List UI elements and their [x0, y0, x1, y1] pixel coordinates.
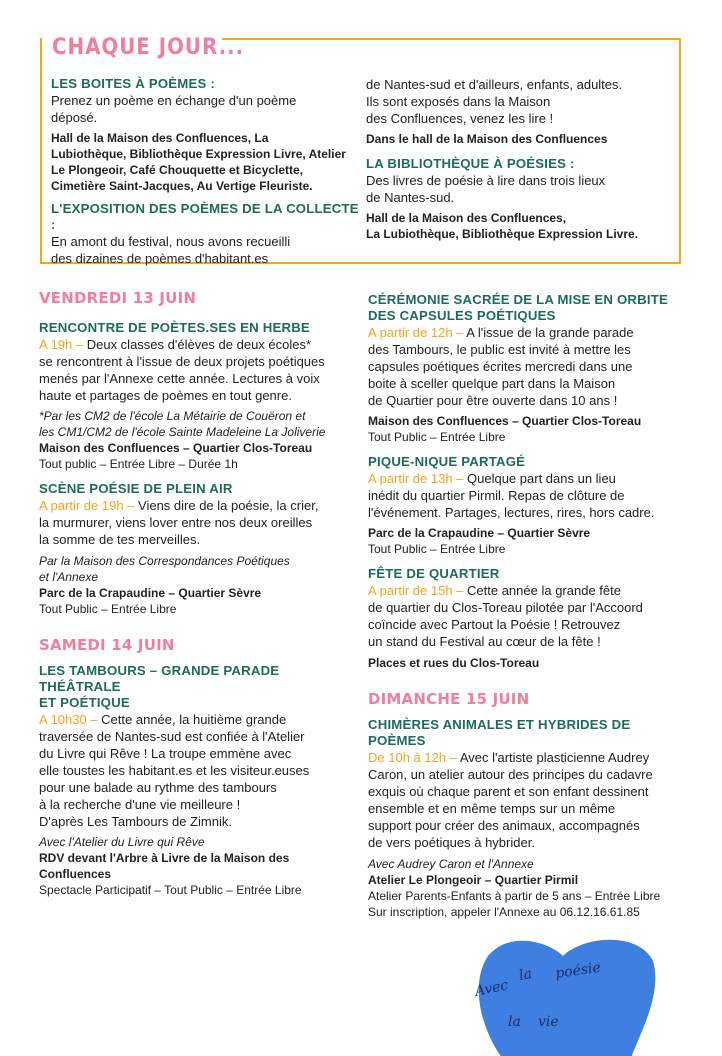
piquenique-time: A partir de 13h – [368, 471, 468, 486]
ceremonie-time: A partir de 12h – [368, 325, 467, 340]
tambours-place-1: RDV devant l'Arbre à Livre de la Maison des [39, 851, 290, 865]
biblio-place-1: Hall de la Maison des Confluences, [366, 211, 567, 225]
scene-note-2: et l'Annexe [39, 570, 98, 584]
box-left-column [51, 76, 361, 267]
rencontre-info: Tout public – Entrée Libre – Durée 1h [39, 457, 238, 471]
right-column [368, 292, 688, 920]
expo-cont-3: des Confluences, venez les lire ! [366, 111, 554, 126]
rencontre-note-1: *Par les CM2 de l'école La Métairie de Couëron et [39, 409, 306, 423]
tambours-time: A 10h30 – [39, 712, 102, 727]
day-sunday: DIMANCHE 15 JUIN [368, 690, 530, 708]
boites-place-2: Lubiothèque, Bibliothèque Expression Livre, Atelier [51, 147, 346, 161]
rencontre-place: Maison des Confluences – Quartier Clos-Toreau [39, 441, 313, 455]
boites-text-2: déposé. [51, 110, 98, 125]
day-saturday: SAMEDI 14 JUIN [39, 636, 175, 654]
fete-time: A partir de 15h – [368, 583, 468, 598]
expo-place: Dans le hall de la Maison des Confluences [366, 132, 608, 146]
scene-line-2: la murmurer, viens lover entre nos deux oreilles [39, 515, 313, 530]
chimeres-line-6: de vers poétiques à hybrider. [368, 835, 535, 850]
box-title: CHAQUE JOUR... [52, 35, 245, 60]
rencontre-line-3: menés par l'Annexe cette année. Lectures à voix [39, 371, 320, 386]
boites-heading: LES BOITES À POÈMES : [51, 76, 215, 91]
left-column [39, 290, 359, 898]
boites-place-1: Hall de la Maison des Confluences, La [51, 131, 269, 145]
scene-heading: SCÈNE POÉSIE DE PLEIN AIR [39, 481, 233, 496]
ceremonie-line-3: capsules poétiques écrites mercredi dans une [368, 359, 633, 374]
blob-word-3: poésie [554, 959, 602, 982]
tambours-line-4: elle toustes les habitant.es et les visiteur.euses [39, 763, 310, 778]
chimeres-info-1: Atelier Parents-Enfants à partir de 5 ans – Entrée Libre [368, 889, 661, 903]
piquenique-line-2: inédit du quartier Pirmil. Repas de clôture de [368, 488, 625, 503]
tambours-heading-2: ET POÉTIQUE [39, 695, 130, 710]
tambours-line-2: traversée de Nantes-sud est confiée à l'Atelier [39, 729, 305, 744]
expo-text-2: des dizaines de poèmes d'habitant.es [51, 251, 269, 266]
chimeres-line-3: exquis où chaque parent et son enfant dessinent [368, 784, 649, 799]
rencontre-line-4: haute et partages de poèmes en tout genre. [39, 388, 292, 403]
box-left-stub [40, 38, 42, 50]
tambours-line-5: pour une balade au rythme des tambours [39, 780, 277, 795]
chimeres-time: De 10h à 12h – [368, 750, 460, 765]
tambours-note: Avec l'Atelier du Livre qui Rêve [39, 835, 205, 849]
boites-place-3: Le Plongeoir, Café Chouquette et Bicyclette, [51, 163, 304, 177]
piquenique-place: Parc de la Crapaudine – Quartier Sèvre [368, 526, 591, 540]
fete-place: Places et rues du Clos-Toreau [368, 656, 540, 670]
rencontre-note-2: les CM1/CM2 de l'école Sainte Madeleine La Joliverie [39, 425, 326, 439]
ceremonie-place: Maison des Confluences – Quartier Clos-Toreau [368, 414, 642, 428]
rencontre-time: A 19h – [39, 337, 87, 352]
tambours-line-1: A 10h30 – Cette année, la huitième grande [39, 712, 287, 727]
chimeres-line-4: ensemble et en même temps sur un même [368, 801, 616, 816]
scene-info: Tout Public – Entrée Libre [39, 602, 177, 616]
biblio-place-2: La Lubiothèque, Bibliothèque Expression Livre. [366, 227, 639, 241]
ceremonie-line-1: A partir de 12h – A l'issue de la grande parade [368, 325, 634, 340]
tambours-line-6: à la recherche d'une vie meilleure ! [39, 797, 241, 812]
blob-word-2: la [517, 965, 534, 984]
ceremonie-line-4: boite à sceller quelque part dans la Maison [368, 376, 616, 391]
ceremonie-line-2: des Tambours, le public est invité à mettre les [368, 342, 631, 357]
tambours-line-3: du Livre qui Rêve ! La troupe emmène avec [39, 746, 292, 761]
piquenique-heading: PIQUE-NIQUE PARTAGÉ [368, 454, 526, 469]
scene-note-1: Par la Maison des Correspondances Poétiques [39, 554, 290, 568]
chimeres-heading: CHIMÈRES ANIMALES ET HYBRIDES DE POÈMES [368, 717, 631, 748]
chimeres-line-1: De 10h à 12h – Avec l'artiste plasticienne Audrey [368, 750, 650, 765]
boites-text-1: Prenez un poème en échange d'un poème [51, 93, 297, 108]
scene-place: Parc de la Crapaudine – Quartier Sèvre [39, 586, 262, 600]
scene-line-1: A partir de 19h – Viens dire de la poésie, la crier, [39, 498, 319, 513]
tambours-line-7: D'après Les Tambours de Zimnik. [39, 814, 232, 829]
day-friday: VENDREDI 13 JUIN [39, 289, 197, 307]
chimeres-line-5: support pour créer des animaux, accompagnés [368, 818, 640, 833]
rencontre-line-1: A 19h – Deux classes d'élèves de deux écoles* [39, 337, 312, 352]
scene-time: A partir de 19h – [39, 498, 139, 513]
box-right-column [366, 76, 676, 242]
tambours-heading-1: LES TAMBOURS – GRANDE PARADE THÉÂTRALE [39, 663, 280, 694]
fete-line-4: un stand du Festival au cœur de la fête ! [368, 634, 601, 649]
piquenique-line-3: l'événement. Partages, lectures, rires, hors cadre. [368, 505, 655, 520]
fete-line-3: coïncide avec Partout la Poésie ! Retrouvez [368, 617, 621, 632]
ceremonie-line-5: de Quartier pour être ouverte dans 10 ans ! [368, 393, 618, 408]
biblio-heading: LA BIBLIOTHÈQUE À POÉSIES : [366, 156, 575, 171]
chimeres-info-2: Sur inscription, appeler l'Annexe au 06.12.16.61.85 [368, 905, 640, 919]
ceremonie-heading-1: CÉRÉMONIE SACRÉE DE LA MISE EN ORBITE [368, 292, 668, 307]
scene-line-3: la somme de tes merveilles. [39, 532, 201, 547]
box-top-border [222, 38, 681, 40]
chimeres-note: Avec Audrey Caron et l'Annexe [368, 857, 534, 871]
biblio-text-2: de Nantes-sud. [366, 190, 455, 205]
boites-place-4: Cimetière Saint-Jacques, Au Vertige Fleuriste. [51, 179, 313, 193]
tambours-info: Spectacle Participatif – Tout Public – Entrée Libre [39, 883, 302, 897]
expo-heading: L'EXPOSITION DES POÈMES DE LA COLLECTE : [51, 201, 359, 232]
chimeres-place: Atelier Le Plongeoir – Quartier Pirmil [368, 873, 579, 887]
ceremonie-info: Tout Public – Entrée Libre [368, 430, 506, 444]
expo-cont-1: de Nantes-sud et d'ailleurs, enfants, adultes. [366, 77, 623, 92]
chimeres-line-2: Caron, un atelier autour des principes du cadavre [368, 767, 653, 782]
blob-word-4: la [508, 1014, 521, 1030]
heart-shape [479, 940, 656, 1056]
rencontre-heading: RENCONTRE DE POÈTES.SES EN HERBE [39, 320, 310, 335]
ceremonie-heading-2: DES CAPSULES POÉTIQUES [368, 308, 556, 323]
daily-events-box [40, 35, 681, 266]
blob-word-5: vie [538, 1014, 559, 1030]
fete-heading: FÊTE DE QUARTIER [368, 566, 500, 581]
piquenique-info: Tout Public – Entrée Libre [368, 542, 506, 556]
biblio-text-1: Des livres de poésie à lire dans trois lieux [366, 173, 606, 188]
fete-line-1: A partir de 15h – Cette année la grande fête [368, 583, 621, 598]
rencontre-line-2: se rencontrent à l'issue de deux projets poétiques [39, 354, 325, 369]
tambours-place-2: Confluences [39, 867, 112, 881]
piquenique-line-1: A partir de 13h – Quelque part dans un lieu [368, 471, 616, 486]
expo-cont-2: Ils sont exposés dans la Maison [366, 94, 551, 109]
heart-blob-illustration [468, 936, 658, 1056]
expo-text-1: En amont du festival, nous avons recueilli [51, 234, 291, 249]
blob-word-1: Avec [473, 977, 510, 1000]
fete-line-2: de quartier du Clos-Toreau pilotée par l'Accoord [368, 600, 643, 615]
